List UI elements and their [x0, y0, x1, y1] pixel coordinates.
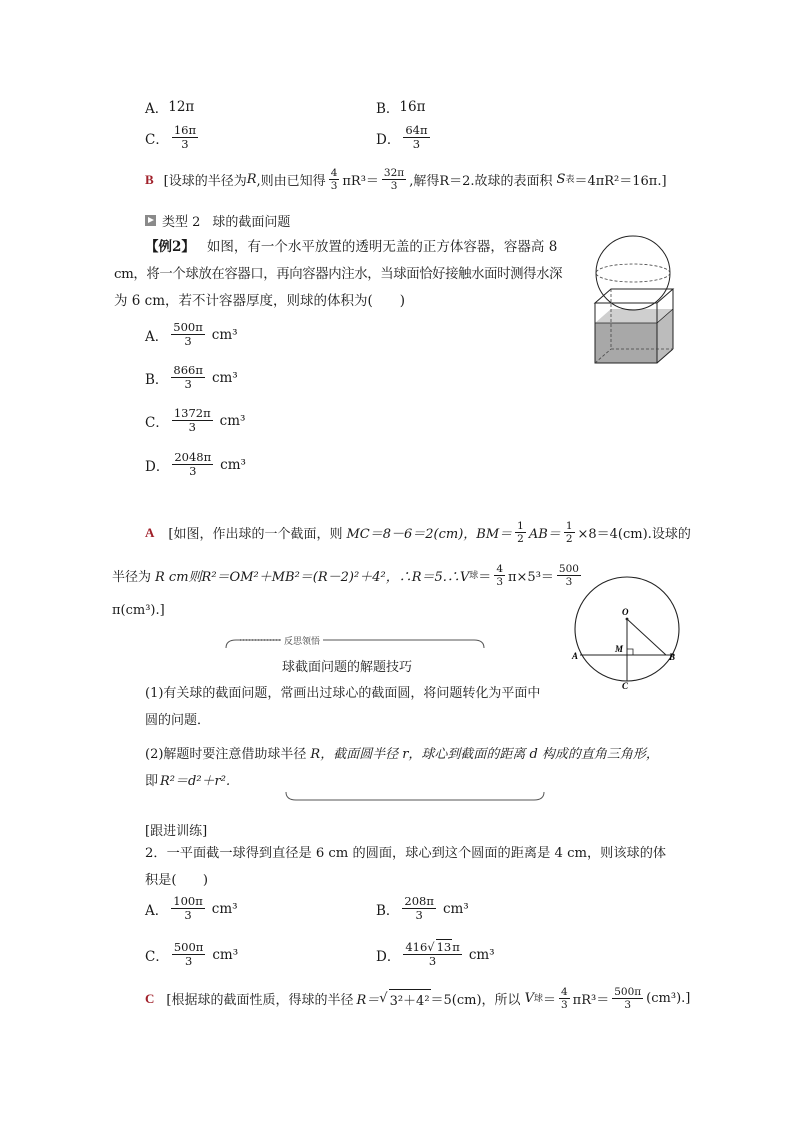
fraction-numerator: 4 — [330, 167, 338, 179]
label-m: M — [615, 644, 624, 654]
water-front — [595, 323, 657, 363]
reflect-text: (1)有关球的截面问题，常画出过球心的截面圆，将问题转化为平面中 — [145, 686, 541, 701]
answer-letter: C — [145, 990, 155, 1006]
fraction-numerator: 64π — [405, 123, 428, 137]
answer-text: R cm则 — [155, 570, 202, 586]
fraction-numerator: 1 — [517, 520, 524, 532]
cube-sphere-figure — [587, 235, 679, 371]
ex2-option-b — [145, 364, 238, 391]
answer-text: AB＝ — [528, 527, 561, 543]
numerator-part: 416 — [405, 940, 428, 954]
ex2-answer-line-2: 半径为 R cm则 R²＝OM²＋MB²＝(R－2)²＋4²，∴R＝5.∴V 球 ＝ $\frac{4}{3}$ π×5³＝ $\frac{500}{3}$ — [112, 563, 579, 589]
section-heading — [145, 211, 290, 230]
fraction-denominator: 3 — [390, 180, 398, 193]
answer-text: π(cm³).] — [112, 603, 165, 618]
fraction-denominator: 3 — [184, 334, 192, 349]
sphere-outline — [596, 236, 670, 310]
practice-option-b — [376, 895, 469, 922]
option-label: C． — [145, 948, 169, 965]
center-point — [626, 618, 629, 621]
right-angle-mark — [627, 649, 633, 655]
fraction-numerator: 500π — [173, 320, 203, 334]
option-unit: cm³ — [442, 900, 469, 917]
answer-text: ＝5(cm)，所以 — [430, 993, 521, 1009]
answer-sqrt: 3²＋4² — [389, 989, 431, 1009]
practice-option-d — [376, 941, 495, 968]
fraction-denominator: 3 — [560, 999, 568, 1012]
answer-fraction — [515, 520, 526, 545]
option-fraction — [172, 451, 213, 478]
circle-section-figure — [570, 570, 688, 692]
fraction-numerator: 2048π — [174, 450, 212, 464]
fraction-numerator: 1372π — [173, 406, 211, 420]
option-text: 16π — [399, 99, 426, 115]
reflect-text: R²＝d²＋r². — [160, 774, 231, 789]
answer-fraction — [494, 563, 505, 588]
example-tag: 【例2】 — [145, 239, 195, 255]
reflect-bottom-bracket — [282, 790, 548, 806]
option-label: D． — [376, 948, 401, 965]
reflect-text: 即 — [145, 774, 159, 789]
answer-text: ＝4πR²＝16π.] — [574, 174, 667, 190]
fraction-denominator: 2 — [565, 533, 573, 546]
answer-text: R²＝OM²＋MB²＝(R－2)²＋4²，∴R＝5.∴V — [201, 570, 470, 586]
answer-text: (cm³).] — [646, 991, 691, 1007]
answer-text: MC＝8－6＝2(cm)， — [346, 527, 477, 543]
reflect-title: 球截面问题的解题技巧 — [282, 660, 413, 675]
fraction-denominator: 3 — [184, 377, 192, 392]
option-unit: cm³ — [468, 946, 495, 963]
question-text: 2．一平面截一球得到直径是 6 cm 的圆面，球心到这个圆面的距离是 4 cm，则该球的体 — [145, 846, 667, 861]
section-label: 类型 2 — [162, 215, 201, 230]
question-text: 积是( ) — [145, 873, 209, 888]
example-text: 如图，有一个水平放置的透明无盖的正方体容器，容器高 8 — [206, 239, 558, 255]
play-marker-icon — [145, 215, 156, 226]
numerator-part: π — [452, 940, 460, 954]
fraction-numerator: 4 — [560, 986, 568, 998]
answer-text: V — [524, 991, 534, 1007]
practice-label: [跟进训练] — [145, 824, 208, 839]
fraction-denominator: 3 — [181, 137, 189, 152]
q1-answer: B [设球的半径为 R ,则由已知得 $\frac{4}{3}$ πR³＝ $\frac{32\pi}{3}$ ,解得 R＝2.故球的表面积 S 表 ＝4πR²＝16π.] — [145, 167, 667, 193]
practice-option-c — [145, 941, 238, 968]
option-label: B． — [145, 371, 169, 388]
answer-text: R — [246, 172, 257, 188]
answer-text: ＝ — [542, 993, 556, 1009]
reflect-top-bracket — [222, 634, 488, 650]
fraction-denominator: 3 — [496, 576, 503, 589]
label-a: A — [572, 651, 579, 661]
numerator-sqrt: 13 — [436, 940, 452, 954]
fraction-numerator: 500π — [614, 986, 642, 998]
option-fraction — [171, 895, 205, 922]
option-label: B． — [376, 101, 400, 117]
q1-option-b — [376, 97, 425, 117]
option-label: C． — [145, 414, 169, 431]
fraction-numerator: 416√ 13π — [405, 940, 460, 954]
fraction-numerator: 500 — [558, 563, 579, 575]
answer-text: [根据球的截面性质，得球的半径 — [166, 993, 354, 1009]
fraction-numerator: 208π — [404, 894, 434, 908]
answer-text: ×8＝4(cm).设球的 — [577, 527, 691, 543]
answer-text: ,则由已知得 — [256, 174, 326, 190]
practice-option-a — [145, 895, 238, 922]
option-label: C． — [145, 131, 169, 148]
option-label: B． — [376, 902, 400, 919]
option-fraction — [403, 124, 429, 151]
ex2-answer-line-1 — [145, 520, 691, 545]
example-text: cm，将一个球放在容器口，再向容器内注水，当球面恰好接触水面时测得水深 — [114, 267, 563, 282]
section-title: 球的截面问题 — [212, 215, 291, 230]
fraction-numerator: 16π — [173, 123, 197, 137]
answer-fraction — [564, 520, 575, 545]
option-fraction — [172, 941, 206, 968]
q1-option-a — [145, 97, 194, 117]
answer-text: ＝ — [478, 570, 492, 586]
reflect-text: d 构成的直角三角形， — [529, 747, 659, 762]
answer-fraction — [559, 986, 570, 1011]
fraction-numerator: 500π — [173, 940, 204, 954]
option-unit: cm³ — [212, 946, 239, 963]
label-c: C — [622, 681, 629, 691]
example-text: 为 6 cm，若不计容器厚度，则球的体积为( ) — [114, 293, 406, 309]
option-label: A． — [145, 328, 169, 345]
reflect-text: r，球心到截面的距离 — [402, 747, 526, 762]
fraction-numerator: 32π — [383, 167, 405, 179]
ex2-option-a — [145, 321, 238, 348]
reflect-p2-line1 — [145, 743, 659, 762]
fraction-denominator: 3 — [624, 999, 632, 1012]
option-unit: cm³ — [211, 369, 238, 386]
answer-text: BM＝ — [476, 527, 513, 543]
option-label: D． — [376, 131, 401, 148]
reflect-text: 圆的问题． — [145, 713, 211, 728]
option-unit: cm³ — [219, 412, 246, 429]
option-unit: cm³ — [211, 900, 238, 917]
answer-letter: A — [145, 524, 155, 540]
option-fraction — [172, 124, 198, 151]
fraction-denominator: 3 — [188, 420, 196, 435]
answer-fraction — [612, 986, 643, 1011]
ex2-option-d — [145, 451, 246, 478]
q1-option-d — [376, 124, 433, 151]
answer-text: πR³＝ — [342, 174, 379, 190]
answer-text: [如图，作出球的一个截面，则 — [168, 527, 343, 543]
option-label: D． — [145, 458, 170, 475]
option-fraction — [171, 364, 205, 391]
cube-top — [595, 289, 673, 303]
option-unit: cm³ — [211, 326, 238, 343]
fraction-denominator: 3 — [428, 954, 437, 969]
fraction-numerator: 1 — [565, 520, 573, 532]
practice-question — [145, 840, 666, 894]
reflect-text: R，截面圆半径 — [310, 747, 399, 762]
answer-fraction — [382, 167, 406, 192]
example-2-stem — [114, 234, 585, 315]
answer-text: 半径为 — [112, 570, 152, 586]
reflect-p2-line2 — [145, 770, 230, 789]
option-fraction — [172, 407, 213, 434]
fraction-denominator: 3 — [184, 954, 193, 969]
fraction-denominator: 3 — [330, 180, 338, 193]
label-b: B — [669, 652, 676, 662]
option-fraction — [403, 941, 461, 968]
option-fraction — [171, 321, 205, 348]
ex2-option-c — [145, 407, 245, 434]
fraction-denominator: 3 — [415, 908, 423, 923]
answer-text: [设球的半径为 — [163, 174, 247, 190]
fraction-denominator: 3 — [565, 576, 573, 589]
q1-option-c — [145, 124, 201, 151]
answer-text: π×5³＝ — [508, 570, 554, 586]
sphere-equator — [596, 264, 670, 282]
reflect-text: (2)解题时要注意借助球半径 — [145, 747, 307, 762]
option-text: 12π — [168, 99, 195, 115]
option-label: A． — [145, 902, 169, 919]
fraction-numerator: 4 — [496, 563, 503, 575]
answer-letter: B — [145, 171, 154, 187]
reflect-body — [145, 680, 540, 734]
answer-text: R＝ — [356, 993, 380, 1009]
fraction-denominator: 3 — [412, 137, 421, 152]
fraction-denominator: 3 — [184, 908, 192, 923]
answer-text: πR³＝ — [572, 993, 610, 1009]
fraction-numerator: 100π — [173, 894, 203, 908]
fraction-denominator: 2 — [517, 533, 524, 546]
answer-fraction — [329, 167, 340, 192]
option-fraction — [402, 895, 436, 922]
fraction-denominator: 3 — [189, 464, 197, 479]
answer-text: S — [556, 172, 566, 188]
option-unit: cm³ — [220, 456, 246, 473]
fraction-numerator: 866π — [173, 363, 203, 377]
label-o: O — [622, 607, 629, 617]
option-label: A． — [145, 101, 169, 117]
answer-text: R＝2.故球的表面积 — [439, 174, 553, 190]
reflect-badge: 反思领悟 — [281, 634, 323, 647]
practice-answer: C [根据球的截面性质，得球的半径 R＝ √ 3²＋4² ＝5(cm)，所以 V 球 ＝ $\frac{4}{3}$ πR³＝ $\frac{500\pi}{3}$ (cm³).] — [145, 986, 691, 1012]
answer-text: ,解得 — [409, 174, 440, 190]
